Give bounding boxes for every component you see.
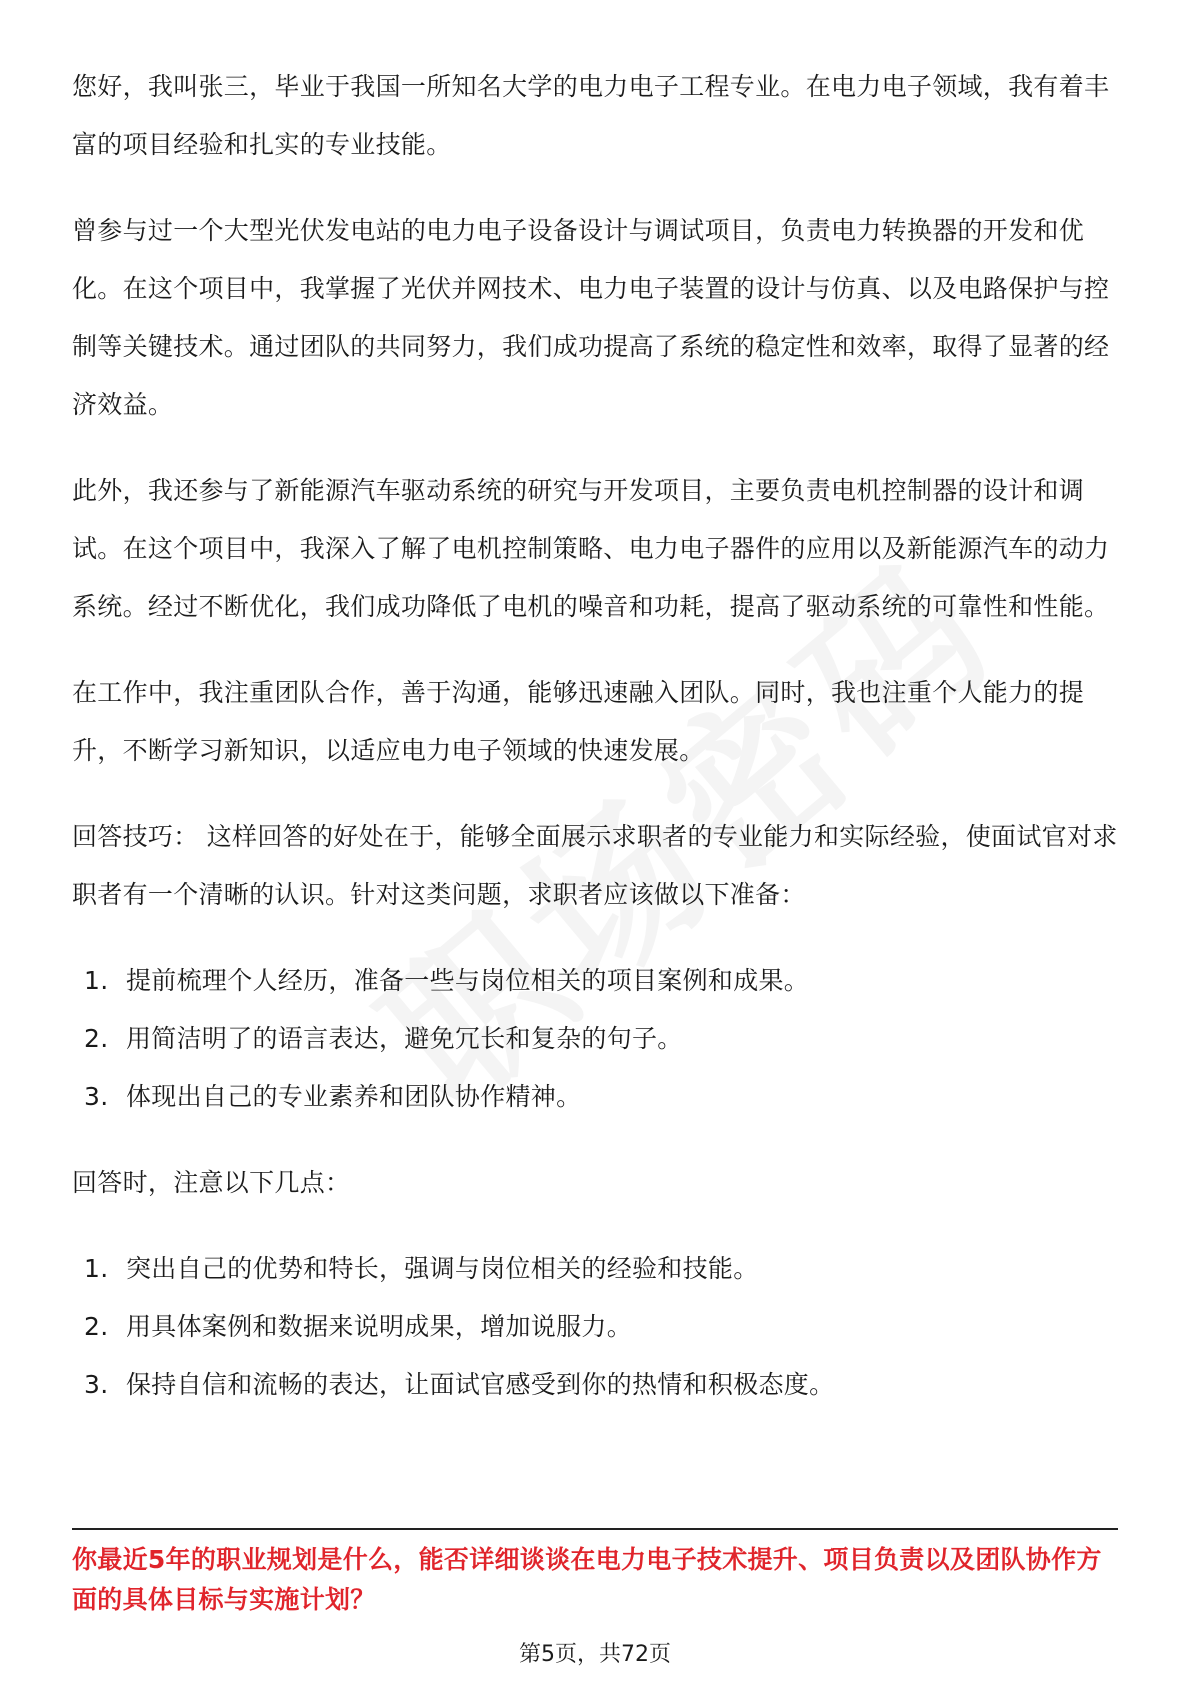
section-divider: [72, 1528, 1118, 1530]
list-text: 提前梳理个人经历，准备一些与岗位相关的项目案例和成果。: [126, 966, 810, 995]
list-text: 体现出自己的专业素养和团队协作精神。: [126, 1082, 582, 1111]
answer-content: [72, 58, 1118, 1442]
list-text: 用简洁明了的语言表达，避免冗长和复杂的句子。: [126, 1024, 683, 1053]
list-item: [72, 1298, 1118, 1356]
list-text: 保持自信和流畅的表达，让面试官感受到你的热情和积极态度。: [126, 1370, 835, 1399]
list-number: 3.: [84, 1370, 109, 1399]
list-item: [72, 952, 1118, 1010]
answer-paragraph-3: 此外，我还参与了新能源汽车驱动系统的研究与开发项目，主要负责电机控制器的设计和调试。在这个项目中，我深入了解了电机控制策略、电力电子器件的应用以及新能源汽车的动力系统。经过不断优化，我们成功降低了电机的噪音和功耗，提高了驱动系统的可靠性和性能。: [72, 476, 1110, 621]
tips-intro: 回答技巧： 这样回答的好处在于，能够全面展示求职者的专业能力和实际经验，使面试官对求职者有一个清晰的认识。针对这类问题，求职者应该做以下准备：: [72, 822, 1118, 909]
list-item: [72, 1240, 1118, 1298]
list-number: 2.: [84, 1024, 109, 1053]
list-item: [72, 1068, 1118, 1126]
next-question-heading: 你最近5年的职业规划是什么，能否详细谈谈在电力电子技术提升、项目负责以及团队协作方面的具体目标与实施计划？: [72, 1545, 1102, 1614]
answer-paragraph-4: 在工作中，我注重团队合作，善于沟通，能够迅速融入团队。同时，我也注重个人能力的提升，不断学习新知识，以适应电力电子领域的快速发展。: [72, 678, 1085, 765]
list-number: 3.: [84, 1082, 109, 1111]
notes-intro: 回答时，注意以下几点：: [72, 1168, 351, 1197]
list-number: 1.: [84, 1254, 109, 1283]
page-footer: 第5页，共72页: [519, 1642, 671, 1667]
list-text: 突出自己的优势和特长，强调与岗位相关的经验和技能。: [126, 1254, 759, 1283]
notes-list: [72, 1240, 1118, 1414]
list-number: 2.: [84, 1312, 109, 1341]
list-item: [72, 1010, 1118, 1068]
answer-paragraph-2: 曾参与过一个大型光伏发电站的电力电子设备设计与调试项目，负责电力转换器的开发和优化。在这个项目中，我掌握了光伏并网技术、电力电子装置的设计与仿真、以及电路保护与控制等关键技术。通过团队的共同努力，我们成功提高了系统的稳定性和效率，取得了显著的经济效益。: [72, 216, 1110, 419]
list-text: 用具体案例和数据来说明成果，增加说服力。: [126, 1312, 633, 1341]
list-number: 1.: [84, 966, 109, 995]
list-item: [72, 1356, 1118, 1414]
tips-list: [72, 952, 1118, 1126]
answer-paragraph-1: 您好，我叫张三，毕业于我国一所知名大学的电力电子工程专业。在电力电子领域，我有着丰富的项目经验和扎实的专业技能。: [72, 72, 1110, 159]
